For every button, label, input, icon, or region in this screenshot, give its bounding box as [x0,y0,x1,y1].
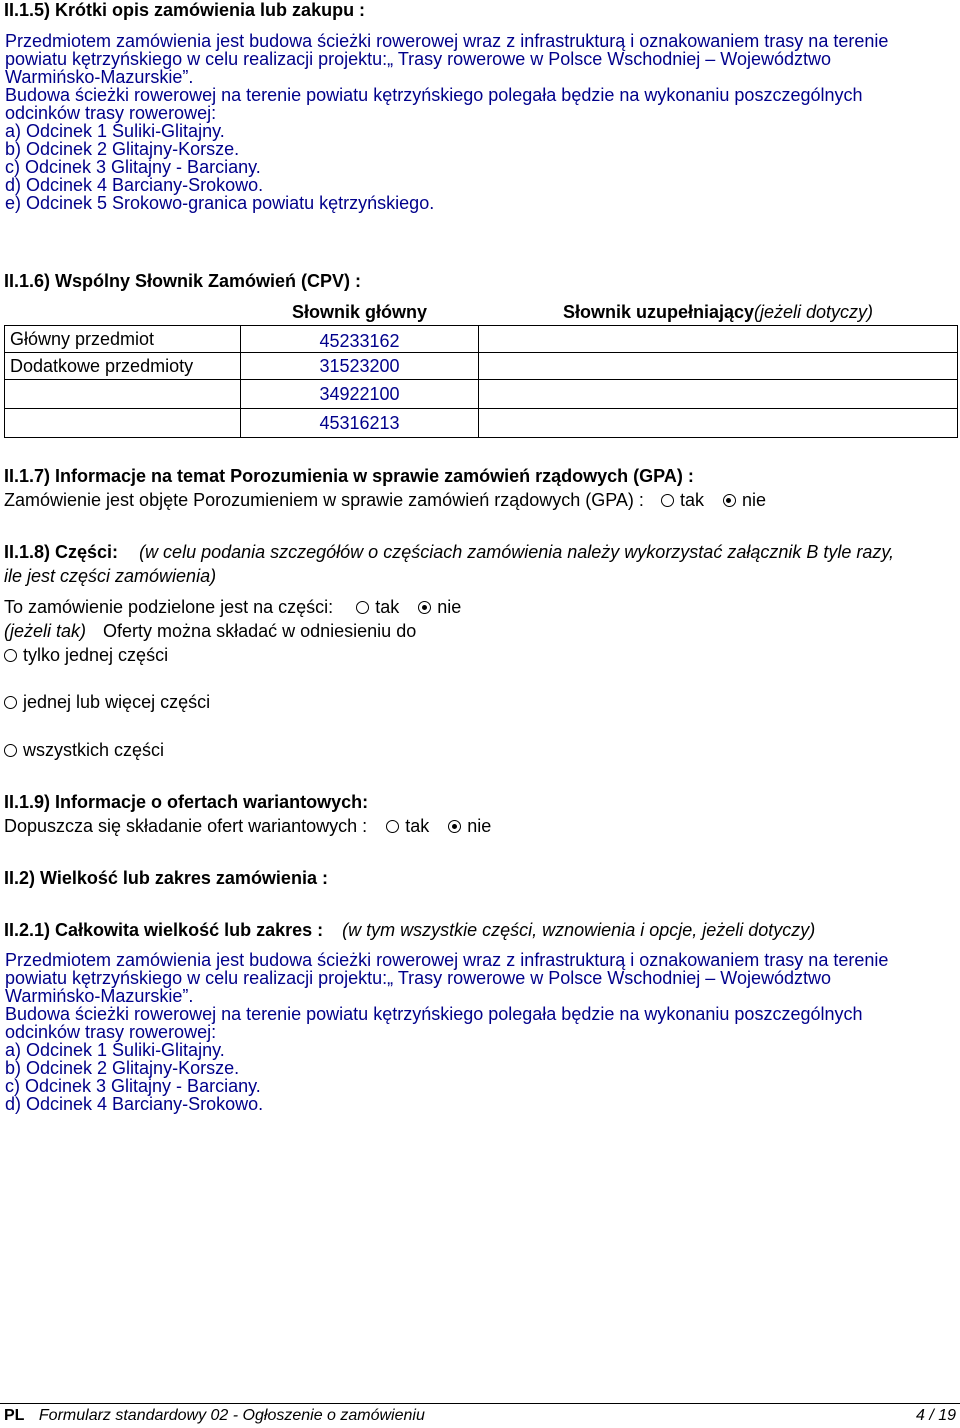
offers-option-single[interactable]: tylko jednej części [4,645,168,666]
text-line: d) Odcinek 4 Barciany-Srokowo. [5,175,264,195]
text-line: c) Odcinek 3 Glitajny - Barciany. [5,157,261,177]
text-line: b) Odcinek 2 Glitajny-Korsze. [5,139,240,159]
footer-rule [0,1403,960,1404]
radio-unchecked-icon[interactable] [661,494,674,507]
text-line: odcinków trasy rowerowej: [5,1022,217,1042]
section-heading-ii-1-9: II.1.9) Informacje o ofertach wariantowych: [4,792,369,812]
gpa-option-yes[interactable]: tak [661,490,704,510]
gpa-question: Zamówienie jest objęte Porozumieniem w sprawie zamówień rządowych (GPA) : [4,490,644,510]
parts-option-yes[interactable]: tak [356,597,399,617]
cpv-col-supp-note: (jeżeli dotyczy) [754,301,874,322]
gpa-question-row [4,490,766,511]
scope-note: (w tym wszystkie części, wznowienia i opcje, jeżeli dotyczy) [342,920,816,940]
footer-lang: PL [4,1407,25,1424]
text-line: b) Odcinek 2 Glitajny-Korsze. [5,1058,240,1078]
offers-row [4,621,416,642]
cpv-main-code: 45233162 [241,326,479,353]
cpv-col-supp [479,299,958,326]
offers-option-all[interactable]: wszystkich części [4,740,164,761]
cpv-row-extra [5,380,958,409]
text-line: odcinków trasy rowerowej: [5,103,217,123]
text-line: Warmińsko-Mazurskie”. [5,986,194,1006]
cpv-extra-code: 45316213 [241,409,479,438]
text-line: d) Odcinek 4 Barciany-Srokowo. [5,1094,264,1114]
radio-unchecked-icon[interactable] [4,696,17,709]
radio-unchecked-icon[interactable] [356,601,369,614]
cpv-table [4,299,958,438]
text-line: e) Odcinek 5 Srokowo-granica powiatu kętrzyńskiego. [5,193,435,213]
radio-checked-icon[interactable] [723,494,736,507]
parts-note-line2: ile jest części zamówienia) [4,566,217,586]
section-heading-ii-2: II.2) Wielkość lub zakres zamówienia : [4,868,328,888]
parts-question-row [4,597,461,618]
text-line: c) Odcinek 3 Glitajny - Barciany. [5,1076,261,1096]
radio-checked-icon[interactable] [418,601,431,614]
parts-heading-row [4,542,894,563]
text-line: Warmińsko-Mazurskie”. [5,67,194,87]
section-heading-ii-1-8: II.1.8) Części: [4,542,119,562]
text-line: powiatu kętrzyńskiego w celu realizacji projektu:„ Trasy rowerowe w Polsce Wschodniej – Województwo [5,49,832,69]
variants-question-row [4,816,491,837]
cpv-col-supp-label: Słownik uzupełniający [562,301,755,322]
cpv-extra-label: Dodatkowe przedmioty [5,353,241,380]
text-line: a) Odcinek 1 Suliki-Glitajny. [5,1040,225,1060]
text-line: Przedmiotem zamówienia jest budowa ścieżki rowerowej wraz z infrastrukturą i oznakowaniem trasy na terenie [5,950,889,970]
section-heading-ii-1-5: II.1.5) Krótki opis zamówienia lub zakupu : [4,0,366,20]
text-line: Budowa ścieżki rowerowej na terenie powiatu kętrzyńskiego polegała będzie na wykonaniu poszczególnych [5,1004,863,1024]
footer-page-number: 4 / 19 [915,1407,956,1424]
offers-label: Oferty można składać w odniesieniu do [103,621,417,641]
parts-option-no[interactable]: nie [418,597,461,617]
radio-checked-icon[interactable] [448,820,461,833]
section-heading-ii-1-7: II.1.7) Informacje na temat Porozumienia w sprawie zamówień rządowych (GPA) : [4,466,694,486]
cpv-row-extra [5,409,958,438]
footer-left [4,1407,425,1425]
cpv-main-label: Główny przedmiot [5,326,241,353]
cpv-row-main [5,326,958,353]
parts-question: To zamówienie podzielone jest na części: [4,597,334,617]
if-yes-label: (jeżeli tak) [4,621,87,641]
cpv-row-extra [5,353,958,380]
gpa-option-no[interactable]: nie [723,490,766,510]
radio-unchecked-icon[interactable] [4,744,17,757]
text-line: powiatu kętrzyńskiego w celu realizacji projektu:„ Trasy rowerowe w Polsce Wschodniej – Województwo [5,968,832,988]
cpv-header-row [5,299,958,326]
cpv-extra-code: 34922100 [241,380,479,409]
variants-question: Dopuszcza się składanie ofert wariantowych : [4,816,368,836]
section-heading-ii-2-1: II.2.1) Całkowita wielkość lub zakres : [4,920,324,940]
variants-option-no[interactable]: nie [448,816,491,836]
cpv-extra-code: 31523200 [241,353,479,380]
cpv-col-main: Słownik główny [241,299,479,326]
text-line: a) Odcinek 1 Suliki-Glitajny. [5,121,225,141]
radio-unchecked-icon[interactable] [386,820,399,833]
text-line: Budowa ścieżki rowerowej na terenie powiatu kętrzyńskiego polegała będzie na wykonaniu poszczególnych [5,85,863,105]
text-line: Przedmiotem zamówienia jest budowa ścieżki rowerowej wraz z infrastrukturą i oznakowaniem trasy na terenie [5,31,889,51]
variants-option-yes[interactable]: tak [386,816,429,836]
scope-heading-row [4,920,815,941]
section-heading-ii-1-6: II.1.6) Wspólny Słownik Zamówień (CPV) : [4,271,362,291]
offers-option-one-or-more[interactable]: jednej lub więcej części [4,692,210,713]
footer-form-name: Formularz standardowy 02 - Ogłoszenie o zamówieniu [38,1407,425,1424]
radio-unchecked-icon[interactable] [4,649,17,662]
parts-note-line1: (w celu podania szczegółów o częściach zamówienia należy wykorzystać załącznik B tyle razy, [139,542,895,562]
